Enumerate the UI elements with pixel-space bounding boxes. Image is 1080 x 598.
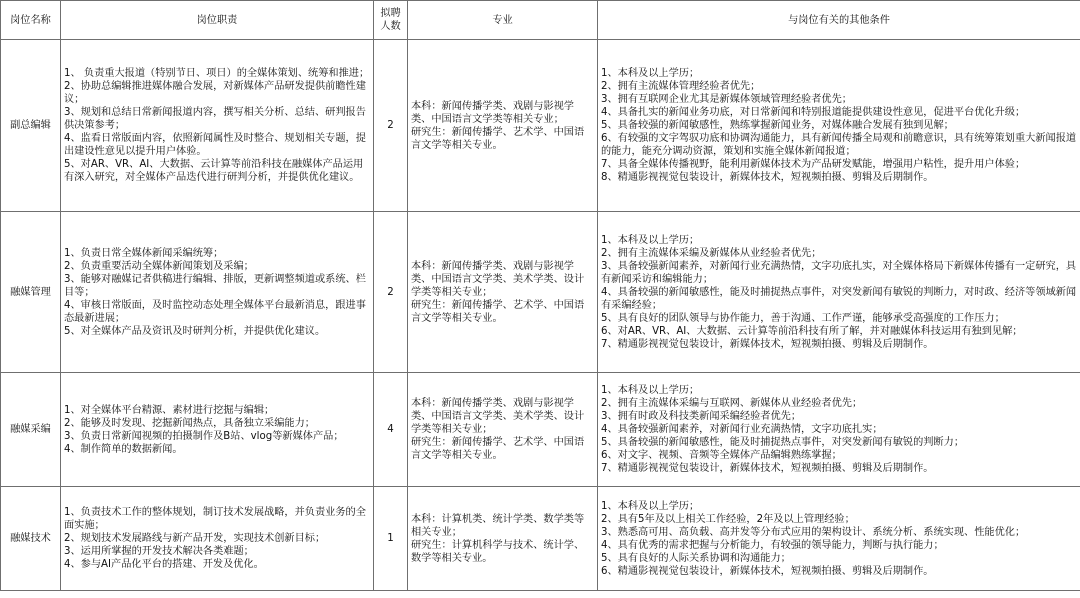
position-requirements: 1、本科及以上学历； 2、具有5年及以上相关工作经验，2年及以上管理经验； 3、熟悉高可用、高负载、高并发等分布式应用的架构设计、系统分析、系统实现、性能优化； 4、具有优秀的需求把握与分析能力，有较强的领导能力，判断与执行能力； 5、具有良好的人际关系协调和沟通能力； 6、精通影视视觉包装设计，新媒体技术，短视频拍摄、剪辑及后期制作。 (598, 487, 1080, 591)
header-count: 拟聘 人数 (374, 1, 408, 40)
position-name: 融媒采编 (1, 373, 61, 487)
position-count: 4 (374, 373, 408, 487)
position-name: 融媒技术 (1, 487, 61, 591)
position-count: 2 (374, 40, 408, 212)
table-row (1, 373, 1080, 487)
position-name: 融媒管理 (1, 212, 61, 373)
position-duties: 1、负责技术工作的整体规划，制订技术发展战略，并负责业务的全面实施； 2、规划技术发展路线与新产品开发，实现技术创新目标； 3、运用所掌握的开发技术解决各类难题； 4、参与AI产品化平台的搭建、开发及优化。 (61, 487, 374, 591)
position-major: 本科：新闻传播学类、戏剧与影视学类、中国语言文学类、美术学类、设计学类等相关专业； 研究生：新闻传播学、艺术学、中国语言文学等相关专业。 (408, 373, 598, 487)
position-major: 本科：新闻传播学类、戏剧与影视学类、中国语言文学类等相关专业； 研究生：新闻传播学、艺术学、中国语言文学等相关专业。 (408, 40, 598, 212)
position-duties: 1、对全媒体平台精源、素材进行挖掘与编辑； 2、能够及时发现、挖掘新闻热点，具备独立采编能力； 3、负责日常新闻视频的拍摄制作及B站、vlog等新媒体产品； 4、制作简单的数据新闻。 (61, 373, 374, 487)
position-requirements: 1、本科及以上学历； 2、拥有主流媒体采编与互联网、新媒体从业经验者优先； 3、拥有时政及科技类新闻采编经验者优先； 4、具备较强新闻素养，对新闻行业充满热情，文字功底扎实； 5、具备较强的新闻敏感性，能及时捕捉热点事件，对突发新闻有敏锐的判断力； 6、对文字、视频、音频等全媒体产品编辑熟练掌握； 7、精通影视视觉包装设计，新媒体技术，短视频拍摄、剪辑及后期制作。 (598, 373, 1080, 487)
table-row (1, 40, 1080, 212)
position-requirements: 1、本科及以上学历； 2、拥有主流媒体采编及新媒体从业经验者优先； 3、具备较强新闻素养，对新闻行业充满热情，文字功底扎实，对全媒体格局下新媒体传播有一定研究，具有新闻采访和编辑能力； 4、具备较强的新闻敏感性，能及时捕捉热点事件，对突发新闻有敏锐的判断力，对时政、经济等领域新闻有采编经验； 5、具有良好的团队领导与协作能力，善于沟通、工作严谨，能够承受高强度的工作压力； 6、对AR、VR、AI、大数据、云计算等前沿科技有所了解，并对融媒体科技运用有独到见解； 7、精通影视视觉包装设计，新媒体技术，短视频拍摄、剪辑及后期制作。 (598, 212, 1080, 373)
header-position-name: 岗位名称 (1, 1, 61, 40)
header-requirements: 与岗位有关的其他条件 (598, 1, 1080, 40)
position-name: 副总编辑 (1, 40, 61, 212)
position-duties: 1、负责日常全媒体新闻采编统筹； 2、负责重要活动全媒体新闻策划及采编； 3、能够对融媒记者供稿进行编辑、排版，更新调整频道或系统、栏目等； 4、审核日常版面，及时监控动态处理全媒体平台最新消息，跟进事态最新进展； 5、对全媒体产品及资讯及时研判分析，并提供优化建议。 (61, 212, 374, 373)
position-count: 1 (374, 487, 408, 591)
header-duties: 岗位职责 (61, 1, 374, 40)
header-major: 专业 (408, 1, 598, 40)
position-duties: 1、 负责重大报道（特别节日、项日）的全媒体策划、统筹和推进； 2、协助总编辑推进媒体融合发展，对新媒体产品研发提供前瞻性建议； 3、规划和总结日常新闻报道内容，撰写相关分析、总结、研判报告供决策参考； 4、监看日常版面内容，依照新闻属性及时整合、规划相关专题，提出建设性意见以提升用户体验。 5、对AR、VR、AI、大数据、云计算等前沿科技在融媒体产品运用有深入研究，对全媒体产品迭代进行研判分析，并提供优化建议。 (61, 40, 374, 212)
position-major: 本科：新闻传播学类、戏剧与影视学类、中国语言文学类、美术学类、设计学类等相关专业； 研究生：新闻传播学、艺术学、中国语言文学等相关专业。 (408, 212, 598, 373)
position-major: 本科：计算机类、统计学类、数学类等相关专业； 研究生：计算机科学与技术、统计学、数学等相关专业。 (408, 487, 598, 591)
header-row (1, 1, 1080, 40)
position-requirements: 1、本科及以上学历； 2、拥有主流媒体管理经验者优先； 3、拥有互联网企业尤其是新媒体领域管理经验者优先； 4、具备扎实的新闻业务功底，对日常新闻和特别报道能提供建设性意见，促进平台优化升级； 5、具备较强的新闻敏感性，熟练掌握新闻业务，对媒体融合发展有独到见解； 6、有较强的文字驾驭功底和协调沟通能力，具有新闻传播全局观和前瞻意识，具有统筹策划重大新闻报道的能力，能充分调动资源，策划和实施全媒体新闻报道； 7、具备全媒体传播视野，能利用新媒体技术为产品研发赋能，增强用户粘性，提升用户体验； 8、精通影视视觉包装设计，新媒体技术，短视频拍摄、剪辑及后期制作。 (598, 40, 1080, 212)
table-row (1, 212, 1080, 373)
position-count: 2 (374, 212, 408, 373)
table-row (1, 487, 1080, 591)
